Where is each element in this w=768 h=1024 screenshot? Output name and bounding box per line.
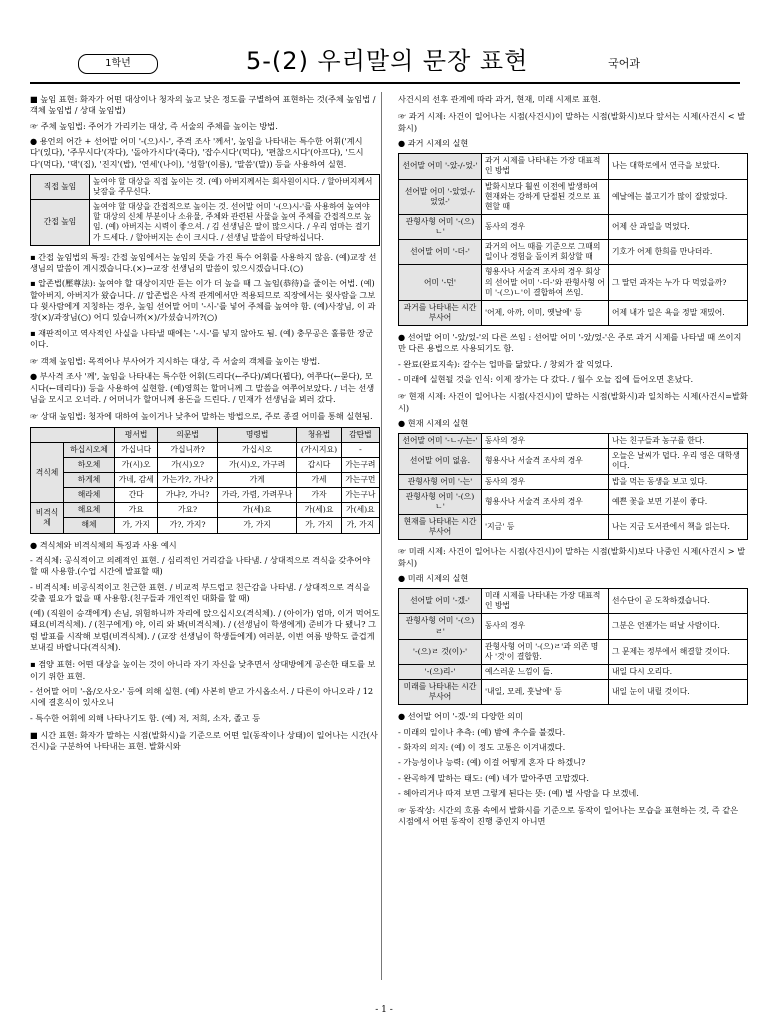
table-cell: 가?, 가지? — [158, 518, 218, 533]
table-cell: 가(시)오 — [115, 457, 158, 472]
table-cell: 가자 — [297, 488, 341, 503]
table-group-cell: 격식체 — [31, 442, 64, 503]
paragraph: - 가능성이나 능력: (예) 이걸 어떻게 혼자 다 하겠니? — [398, 757, 586, 768]
table-cell: 가십니다 — [115, 442, 158, 457]
table-row — [399, 240, 748, 265]
table-cell: 직접 높임 — [31, 174, 90, 199]
table-header: 청유법 — [297, 427, 341, 442]
table-cell: 내일 눈이 내릴 것이다. — [609, 680, 748, 705]
table-cell: 형용사나 서술격 조사의 경우 — [482, 489, 609, 514]
table-cell: 그 문제는 정부에서 해결할 것이다. — [609, 639, 748, 664]
table-cell: 간접 높임 — [31, 200, 90, 246]
table-row — [399, 154, 748, 179]
table-cell: 가(세)요 — [217, 503, 296, 518]
table-cell: 하게체 — [64, 473, 115, 488]
table-cell: 가십니까? — [158, 442, 218, 457]
table-cell: 과거를 나타내는 시간 부사어 — [399, 300, 482, 325]
table-cell: 과거 시제를 나타내는 가장 대표적인 방법 — [482, 154, 609, 179]
table-cell: '-(으)ㄹ 것(이)-' — [399, 639, 482, 664]
table-cell: 높여야 할 대상을 직접 높이는 것. (예) 아버지께서는 회사원이시다. / 할아버지께서 낮잠을 주무신다. — [90, 174, 380, 199]
table-cell: 발화시보다 훨씬 이전에 발생하여 현재와는 강하게 단절된 것으로 표현할 때 — [482, 179, 609, 214]
table-group-cell: 비격식체 — [31, 503, 64, 533]
table-cell: 내일 다시 오리다. — [609, 664, 748, 679]
paragraph: ▪ 간접 높임법의 특징: 간접 높임에서는 높임의 뜻을 가진 특수 어휘를 사용하지 않음. (예)교장 선생님의 말씀이 계시겠습니다.(×)→교장 선생님의 말씀이 있으시겠습니다.(○) — [30, 251, 377, 273]
table-cell: 동사의 경우 — [482, 614, 609, 639]
paragraph: - 격식체: 공식적이고 의례적인 표현. / 심리적인 거리감을 나타냄. / 상대적으로 격식을 갖추어야 할 때 사용함.(수업 시간에 발표할 때) — [30, 554, 371, 577]
table-cell: 그분은 언젠가는 떠날 사람이다. — [609, 614, 748, 639]
table-cell: '-(으)리-' — [399, 664, 482, 679]
table-cell: 하십시오체 — [64, 442, 115, 457]
table-cell: 가(시)오, 가구려 — [217, 457, 296, 472]
table-cell: 해요체 — [64, 503, 115, 518]
subject-honorific-table — [30, 174, 380, 246]
table-cell: 형용사나 서술격 조사의 경우 회상의 선어말 어미 '-더-'와 관형사형 어미 '-(으)ㄴ'이 결합하여 쓰임. — [482, 265, 609, 300]
table-cell: 관형사형 어미 '-(으)ㄴ' — [399, 489, 482, 514]
paragraph: ☞ 미래 시제: 사건이 일어나는 시점(사건시)이 말하는 시점(발화시)보다 나중인 시제(사건시 > 발화시) — [398, 546, 746, 568]
table-row — [399, 300, 748, 325]
paragraph: - 비격식체: 비공식적이고 친근한 표현. / 비교적 부드럽고 친근감을 나타냄. / 상대적으로 격식을 갖출 필요가 없을 때 사용함.(친구들과 개인적인 대화를 할 때) — [30, 581, 371, 603]
table-row — [399, 179, 748, 214]
table-cell: 높여야 할 대상을 간접적으로 높이는 것. 선어말 어미 '-(으)시-'를 사용하여 높여야 할 대상의 신체 부분이나 소유물, 주체와 관련된 사물을 높여 주체를 간접적으로 높임. (예) 아버지는 시력이 좋으셔. / 김 선생님은 딸이 많으시다. / 우리 엄마는 걸기가 드세다. / 할아버지는 손이 크시다. / 선생님 말씀이 타당하십니다. — [90, 200, 380, 246]
table-cell: 밥을 먹는 동생을 보고 있다. — [609, 474, 748, 489]
table-cell: 어제 산 과일을 먹었다. — [609, 214, 748, 239]
future-tense-table — [398, 588, 748, 705]
column-divider — [381, 92, 382, 980]
table-cell: 선어말 어미 '-ㄴ-/-는-' — [399, 434, 482, 449]
paragraph: ■ 시간 표현: 화자가 말하는 시점(발화시)을 기준으로 어떤 일(동작이나 상태)이 일어나는 시간(사건시)을 구분하여 나타내는 표현. 발화시와 — [30, 729, 378, 752]
left-column — [30, 94, 380, 757]
table-cell: 미래를 나타내는 시간 부사어 — [399, 680, 482, 705]
table-cell: 가는구먼 — [341, 473, 379, 488]
paragraph: - 특수한 어휘에 의해 나타나기도 함. (예) 저, 저희, 소자, 졸고 등 — [30, 712, 261, 723]
paragraph: ● 미래 시제의 실현 — [398, 572, 469, 583]
table-cell: 선어말 어미 '-더-' — [399, 240, 482, 265]
table-row — [399, 614, 748, 639]
table-cell: 가라, 가렴, 가려무나 — [217, 488, 296, 503]
table-row — [31, 442, 380, 457]
table-row — [31, 503, 380, 518]
table-cell: 가(세)요 — [341, 503, 379, 518]
table-cell: 갑시다 — [297, 457, 341, 472]
paragraph: - 미래의 일이나 추측: (예) 밤에 추수를 불겠다. — [398, 726, 566, 737]
table-row — [399, 664, 748, 679]
table-cell: 가, 가지 — [297, 518, 341, 533]
table-cell: 가게 — [217, 473, 296, 488]
paragraph: ● 선어말 어미 '-겠-'의 다양한 의미 — [398, 711, 524, 722]
table-row — [31, 457, 380, 472]
table-cell: 가, 가지 — [115, 518, 158, 533]
paragraph: ☞ 과거 시제: 사건이 일어나는 시점(사건시)이 말하는 시점(발화시)보다 앞서는 시제(사건시 < 발화시) — [398, 111, 746, 133]
table-cell: 형용사나 서술격 조사의 경우 — [482, 449, 609, 474]
paragraph: 사건시의 선후 관계에 따라 과거, 현재, 미래 시제로 표현. — [398, 94, 601, 104]
table-cell: 해체 — [64, 518, 115, 533]
paragraph: ☞ 주체 높임법: 주어가 가리키는 대상, 즉 서술의 주체를 높이는 방법. — [30, 120, 278, 131]
table-cell: 선수단이 곧 도착하겠습니다. — [609, 589, 748, 614]
table-row — [399, 489, 748, 514]
paragraph: ● 격식체와 비격식체의 특징과 사용 예시 — [30, 539, 177, 550]
table-cell: 나는 친구들과 농구를 한다. — [609, 434, 748, 449]
table-cell: 과거의 어느 때를 기준으로 그때의 일이나 경험을 돌이켜 회상할 때 — [482, 240, 609, 265]
paragraph: ● 용언의 어간 + 선어말 어미 '-(으)시-', 주격 조사 '께서', 높임을 나타내는 특수한 어휘('계시다'(있다), '주무시다'(자다), '돌아가시다'(죽다), '잡수시다'(먹다), '편찮으시다'(아프다), '드시다'(먹다), '댁'(집), '진지'(밥), '연세'(나이), '성함'(이름), '말씀'(말)) 등을 사용하여 실현. — [30, 135, 364, 169]
table-cell: 예쁜 꽃을 보면 기분이 좋다. — [609, 489, 748, 514]
paragraph: ● 선어말 어미 '-았/었-'의 다른 쓰임 : 선어말 어미 '-았/었-'은 주로 과거 시제를 나타낼 때 쓰이지만 다른 용법으로 사용되기도 함. — [398, 332, 742, 354]
table-row — [31, 200, 380, 246]
grade-badge: 1학년 — [78, 54, 158, 74]
table-cell: 가냐?, 가니? — [158, 488, 218, 503]
right-column — [398, 94, 748, 832]
table-cell: 가(시)오? — [158, 457, 218, 472]
paragraph: ☞ 현재 시제: 사건이 일어나는 시점(사건시)이 말하는 시점(발화시)과 일치하는 시제(사건시=발화시) — [398, 391, 748, 413]
table-row — [399, 434, 748, 449]
table-cell: 가는가?, 가나? — [158, 473, 218, 488]
paragraph: (예) (직원이 승객에게) 손님, 위험하니까 자리에 앉으십시오(격식체). / (아이가) 엄마, 이거 먹어도 돼요(비격식체). / (친구에게) 야, 이리 와 봐(비격식체). / (선생님이 학생에게) 준비가 다 됐니? 그럼 발표를 시작해 보렴(비격식체). / (교장 선생님이 학생들에게) 여러분, 이번 여름 방학도 즐겁게 보내길 바랍니다(격식체). — [30, 608, 380, 653]
present-tense-table — [398, 433, 748, 540]
paragraph: - 완료(완료지속): 갈수는 업마를 닮았다. / 창외가 잘 익었다. — [398, 358, 613, 369]
table-cell: 예스러운 느낌이 듦. — [482, 664, 609, 679]
table-cell: 선어말 어미 '-겠-' — [399, 589, 482, 614]
paragraph: ☞ 동작상: 시간의 흐름 속에서 발화시를 기준으로 동작이 일어나는 모습을 표현하는 것, 즉 같은 시점에서 어떤 동작이 진행 중인지 아니면 — [398, 805, 739, 827]
table-header: 의문법 — [158, 427, 218, 442]
table-row — [31, 174, 380, 199]
table-cell: 관형사형 어미 '-는' — [399, 474, 482, 489]
table-cell: 동사의 경우 — [482, 214, 609, 239]
table-cell: 하오체 — [64, 457, 115, 472]
table-row — [31, 473, 380, 488]
paragraph: - 완곡하게 말하는 태도: (예) 네가 말아주면 고맙겠다. — [398, 772, 589, 783]
paragraph: ▪ 압존법(壓尊法): 높여야 할 대상이지만 듣는 이가 더 높을 때 그 높임(恭待)을 줄이는 어법. (예) 할아버지, 아버지가 왔습니다. // 압존법은 사적 관계에서만 적용되므로 직장에서는 윗사람을 그보다 윗사람에게 지칭하는 경우, 높임 선어말 어미 '-시-'를 넣어 주체를 높여야 함. (예)사장님, 이 과장(×)/과장님(○) 어디 있습니까(×)/가셨습니까?(○) — [30, 278, 376, 323]
table-cell: 오늘은 날씨가 덥다. 우리 영은 대학생이다. — [609, 449, 748, 474]
table-cell: 동사의 경우 — [482, 474, 609, 489]
table-row — [31, 488, 380, 503]
paragraph: - 화자의 의지: (예) 이 정도 고통은 이겨내겠다. — [398, 741, 566, 752]
table-cell: 현재를 나타내는 시간 부사어 — [399, 514, 482, 539]
table-cell: 가는구려 — [341, 457, 379, 472]
table-cell: - — [341, 442, 379, 457]
table-row — [399, 680, 748, 705]
table-row — [399, 639, 748, 664]
page-title: 5-(2) 우리말의 문장 표현 — [246, 47, 529, 75]
paragraph: ● 현재 시제의 실현 — [398, 417, 469, 428]
table-cell: 어미 '-던' — [399, 265, 482, 300]
table-cell: 가세 — [297, 473, 341, 488]
table-cell: 가요 — [115, 503, 158, 518]
paragraph: ● 부사격 조사 '께', 높임을 나타내는 특수한 어휘(드리다(←주다)/뵈다(뵙다), 여쭈다(←묻다), 모시다(←데리다)) 등을 사용하여 실현함. (예)영희는 할머니께 그 말씀을 여쭈어보았다. / 너는 선생님을 모시고 오너라. / 어머니가 할머니께 용돈을 드린다. / 민재가 선생님을 뵈러 갔다. — [30, 371, 375, 405]
table-row — [399, 214, 748, 239]
table-header-row — [31, 427, 380, 442]
table-header: 평서법 — [115, 427, 158, 442]
paragraph: ● 과거 시제의 실현 — [398, 137, 469, 148]
table-cell: 예날에는 불고기가 많이 잘랐었다. — [609, 179, 748, 214]
table-header — [31, 427, 115, 442]
past-tense-table — [398, 153, 748, 326]
page-number: - 1 - — [375, 1004, 393, 1015]
table-cell: 미래 시제를 나타내는 가장 대표적인 방법 — [482, 589, 609, 614]
table-cell: 가(세)요 — [297, 503, 341, 518]
table-cell: 가네, 감세 — [115, 473, 158, 488]
subject-label: 국어과 — [608, 57, 640, 70]
table-cell: 가, 가지 — [217, 518, 296, 533]
paragraph: - 미래에 실현될 것을 인식: 이제 장가는 다 갔다. / 월수 오늘 집에 들어오면 혼났다. — [398, 373, 694, 384]
speech-level-table — [30, 427, 380, 534]
table-cell: 동사의 경우 — [482, 434, 609, 449]
table-row — [399, 474, 748, 489]
table-cell: '내일, 모레, 훗날에' 등 — [482, 680, 609, 705]
table-cell: 가십시오 — [217, 442, 296, 457]
table-cell: 해라체 — [64, 488, 115, 503]
paragraph: ■ 높임 표현: 화자가 어떤 대상이나 청자의 높고 낮은 정도를 구별하여 표현하는 것(주체 높임법 / 객체 높임법 / 상대 높임법) — [30, 94, 376, 116]
table-cell: 나는 지금 도서관에서 책을 읽는다. — [609, 514, 748, 539]
table-cell: 가요? — [158, 503, 218, 518]
table-cell: 그 딸던 과자는 누가 다 먹었을까? — [609, 265, 748, 300]
table-cell: (가시지요) — [297, 442, 341, 457]
table-row — [399, 265, 748, 300]
table-cell: 관형사형 어미 '-(으)ㄴ' — [399, 214, 482, 239]
paragraph: ☞ 상대 높임법: 청자에 대하여 높이거나 낮추어 말하는 방법으로, 주로 종결 어미를 통해 실현됨. — [30, 411, 373, 422]
table-row — [399, 589, 748, 614]
table-header: 명령법 — [217, 427, 296, 442]
table-cell: 관형사형 어미 '-(으)ㄹ' — [399, 614, 482, 639]
table-cell: 선어말 어미 '-았었-/-었었-' — [399, 179, 482, 214]
table-cell: '어제, 아까, 이미, 옛날에' 등 — [482, 300, 609, 325]
paragraph: - 선어말 어미 '-옵/오사오-' 등에 의해 실현. (예) 사본히 받고 가시옵소서. / 다른이 아니오라 / 12시에 결혼식이 있사오니 — [30, 686, 374, 708]
table-cell: 선어말 어미 없음. — [399, 449, 482, 474]
page-header — [30, 44, 740, 84]
paragraph: - 헤아리거나 따져 보면 그렇게 된다는 뜻: (예) 별 사람을 다 보겠네. — [398, 787, 639, 798]
table-cell: 선어말 어미 '-았-/-었-' — [399, 154, 482, 179]
paragraph: ▪ 겸양 표현: 어떤 대상을 높이는 것이 아니라 자기 자신을 낮추면서 상대방에게 공손한 태도를 보이기 위한 표현. — [30, 659, 376, 681]
paragraph: ☞ 객체 높임법: 목적어나 부사어가 지시하는 대상, 즉 서술의 객체를 높이는 방법. — [30, 356, 320, 367]
table-cell: 간다 — [115, 488, 158, 503]
table-cell: 가, 가지 — [341, 518, 379, 533]
table-row — [399, 514, 748, 539]
table-cell: 나는 대학로에서 연극을 보았다. — [609, 154, 748, 179]
table-cell: 어제 내가 일은 욕을 정말 재밌어. — [609, 300, 748, 325]
table-header: 감탄법 — [341, 427, 379, 442]
table-cell: '지금' 등 — [482, 514, 609, 539]
table-row — [399, 449, 748, 474]
paragraph: ▪ 재판적이고 역사적인 사실을 나타낼 때에는 '-시-'를 넣지 않아도 됨. (예) 충무공은 훌륭한 장군이다. — [30, 327, 374, 349]
table-row — [31, 518, 380, 533]
table-cell: 관형사형 어미 '-(으)ㄹ'과 의존 명사 '것'이 결합함. — [482, 639, 609, 664]
table-cell: 가는구나 — [341, 488, 379, 503]
table-cell: 기호가 어제 한희를 만나더라. — [609, 240, 748, 265]
